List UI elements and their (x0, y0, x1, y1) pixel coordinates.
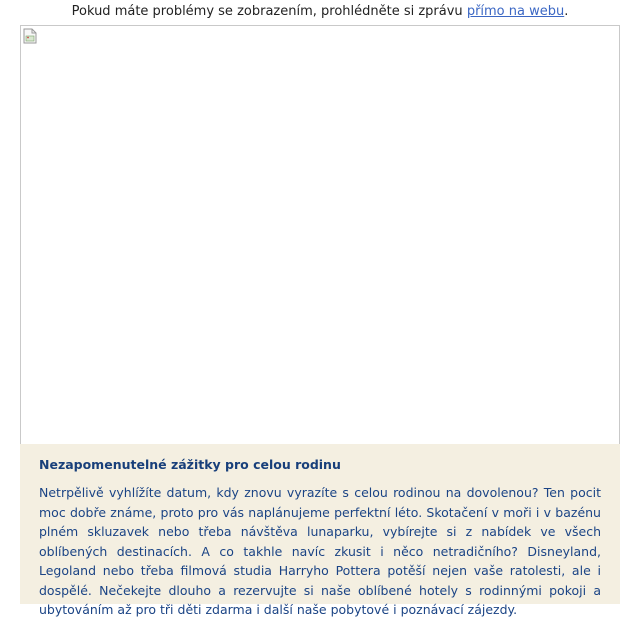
view-on-web-link[interactable]: přímo na webu (466, 4, 565, 19)
article-body: Netrpělivě vyhlížíte datum, kdy znovu vyrazíte s celou rodinou na dovolenou? Ten pocit moc dobře známe, proto pro vás naplánujeme perfektní léto. Skotačení v moři i v bazénu plném skluzavek nebo třeba návštěva lunaparku, vybírejte si z nabídek ve všech oblíbených destinacích. A co takhle navíc zkusit i něco netradičního? Disneyland, Legoland nebo třeba filmová studia Harryho Pottera potěší nejen vaše ratolesti, ale i dospělé. Nečekejte dlouho a rezervujte si naše oblíbené hotely s rodinnými pokoji a ubytováním až pro tři děti zdarma i další naše pobytové i poznávací zájezdy. (39, 485, 601, 617)
article-panel (20, 444, 620, 617)
view-in-browser-notice (0, 3, 640, 21)
notice-end: . (564, 4, 569, 19)
notice-text: Pokud máte problémy se zobrazením, prohlédněte si zprávu (71, 4, 467, 19)
article-title: Nezapomenutelné zážitky pro celou rodinu (39, 457, 341, 472)
hero-image[interactable] (20, 25, 620, 445)
broken-image-icon (23, 28, 37, 44)
